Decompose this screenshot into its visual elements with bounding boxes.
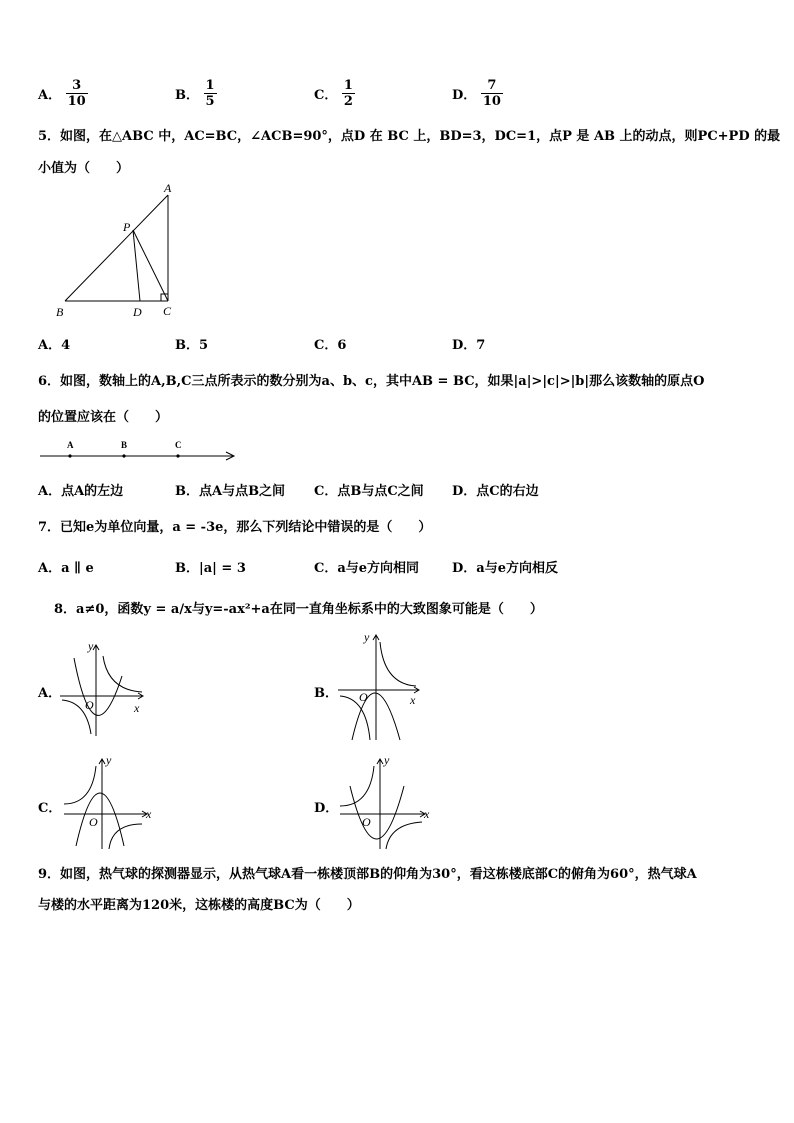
q6-stem-line2: 的位置应该在（ ） bbox=[38, 410, 169, 425]
label-y: y bbox=[88, 639, 94, 653]
label-y: y bbox=[106, 753, 112, 767]
point-c bbox=[176, 454, 179, 457]
segment-pd bbox=[133, 230, 140, 301]
option-label: B． bbox=[175, 88, 199, 103]
denominator: 5 bbox=[205, 94, 215, 109]
label-b: B bbox=[121, 440, 128, 450]
q4-option-d[interactable] bbox=[452, 78, 503, 109]
label-y: y bbox=[364, 630, 370, 644]
numerator: 3 bbox=[72, 78, 82, 93]
side-ab bbox=[65, 195, 168, 301]
q7-option-d[interactable]: D．a与e方向相反 bbox=[452, 561, 558, 576]
q6-option-d[interactable]: D．点C的右边 bbox=[452, 484, 539, 499]
q4-options bbox=[38, 78, 738, 118]
q8-option-d-label[interactable]: D． bbox=[314, 801, 339, 816]
q5-option-c[interactable]: C．6 bbox=[314, 338, 347, 353]
denominator: 10 bbox=[482, 94, 501, 109]
hyperbola-q4 bbox=[109, 824, 142, 849]
hyperbola-q1 bbox=[380, 642, 416, 686]
label-x: x bbox=[134, 701, 140, 715]
q5-option-a[interactable]: A．4 bbox=[38, 338, 71, 353]
q8-option-c-label[interactable]: C． bbox=[38, 801, 62, 816]
label-x: x bbox=[146, 807, 152, 821]
option-label: C． bbox=[314, 88, 338, 103]
q5-stem-line1: 5．如图，在△ABC 中，AC=BC，∠ACB=90°，点D 在 BC 上，BD=3，DC=1，点P 是 AB 上的动点，则PC+PD 的最 bbox=[38, 129, 781, 144]
q6-option-c[interactable]: C．点B与点C之间 bbox=[314, 484, 424, 499]
numerator: 1 bbox=[343, 78, 353, 93]
q6-number-line bbox=[38, 438, 243, 464]
q4-option-b[interactable] bbox=[175, 78, 217, 109]
q8-graph-d[interactable] bbox=[336, 752, 436, 852]
label-c: C bbox=[163, 304, 172, 318]
numerator: 1 bbox=[205, 78, 215, 93]
q8-option-a-label[interactable]: A． bbox=[38, 686, 62, 701]
fraction bbox=[204, 78, 217, 109]
fraction bbox=[342, 78, 355, 109]
numerator: 7 bbox=[487, 78, 497, 93]
label-a: A bbox=[67, 440, 74, 450]
option-label: A． bbox=[38, 88, 62, 103]
q8-graph-b[interactable] bbox=[330, 628, 430, 743]
point-b bbox=[122, 454, 125, 457]
hyperbola-q1 bbox=[103, 656, 142, 692]
denominator: 10 bbox=[67, 94, 86, 109]
label-p: P bbox=[123, 220, 131, 234]
label-origin: O bbox=[359, 690, 368, 704]
q7-option-b[interactable]: B．|a| = 3 bbox=[175, 561, 246, 576]
hyperbola-q2 bbox=[64, 766, 96, 804]
q6-option-b[interactable]: B．点A与点B之间 bbox=[175, 484, 286, 499]
q7-option-c[interactable]: C．a与e方向相同 bbox=[314, 561, 420, 576]
q8-stem: 8．a≠0，函数y = a/x与y=-ax²+a在同一直角坐标系中的大致图象可能是（ ） bbox=[54, 602, 543, 617]
label-y: y bbox=[384, 753, 390, 767]
q8-graph-c[interactable] bbox=[58, 752, 158, 852]
label-b: B bbox=[56, 305, 64, 319]
label-a: A bbox=[164, 181, 172, 195]
parabola bbox=[76, 793, 124, 846]
fraction bbox=[66, 78, 88, 109]
denominator: 2 bbox=[343, 94, 353, 109]
q7-option-a[interactable]: A．a ∥ e bbox=[38, 561, 94, 576]
q8-graph-a[interactable] bbox=[58, 638, 153, 738]
fraction bbox=[481, 78, 503, 109]
q9-stem-line2: 与楼的水平距离为120米，这栋楼的高度BC为（ ） bbox=[38, 898, 360, 913]
label-x: x bbox=[410, 693, 416, 707]
parabola bbox=[74, 658, 122, 715]
q8-option-b-label[interactable]: B． bbox=[314, 686, 338, 701]
label-c: C bbox=[175, 440, 182, 450]
label-d: D bbox=[133, 305, 142, 319]
label-x: x bbox=[424, 807, 430, 821]
hyperbola-q4 bbox=[386, 822, 422, 849]
q7-stem: 7．已知e为单位向量，a = -3e，那么下列结论中错误的是（ ） bbox=[38, 520, 432, 535]
label-origin: O bbox=[362, 815, 371, 829]
point-a bbox=[68, 454, 71, 457]
segment-pc bbox=[133, 230, 168, 301]
q4-option-c[interactable] bbox=[314, 78, 355, 109]
label-origin: O bbox=[89, 815, 98, 829]
q5-triangle-figure bbox=[50, 180, 190, 320]
q5-stem-line2: 小值为（ ） bbox=[38, 161, 130, 176]
q9-stem-line1: 9．如图，热气球的探测器显示，从热气球A看一栋楼顶部B的仰角为30°，看这栋楼底部C的俯角为60°，热气球A bbox=[38, 867, 697, 882]
q4-option-a[interactable] bbox=[38, 78, 88, 109]
hyperbola-q2 bbox=[340, 766, 374, 806]
option-label: D． bbox=[452, 88, 477, 103]
q6-option-a[interactable]: A．点A的左边 bbox=[38, 484, 124, 499]
label-origin: O bbox=[85, 698, 94, 712]
q6-stem-line1: 6．如图，数轴上的A,B,C三点所表示的数分别为a、b、c，其中AB = BC，如果|a|>|c|>|b|那么该数轴的原点O bbox=[38, 374, 705, 389]
q5-option-b[interactable]: B．5 bbox=[175, 338, 209, 353]
q5-option-d[interactable]: D．7 bbox=[452, 338, 486, 353]
